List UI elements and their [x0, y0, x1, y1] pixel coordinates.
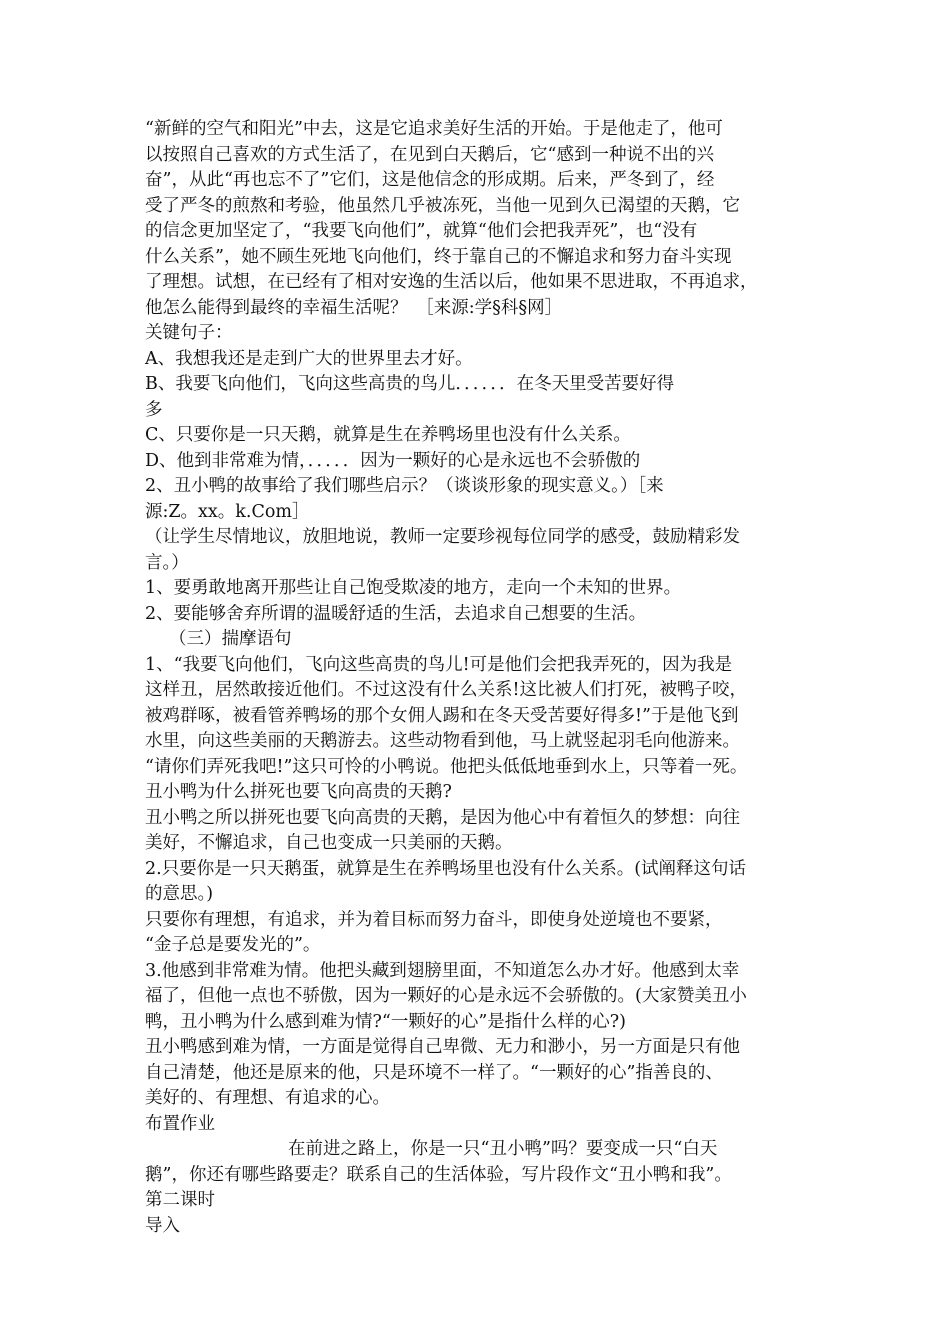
text-line: “新鲜的空气和阳光”中去，这是它追求美好生活的开始。于是他走了，他可	[145, 119, 723, 139]
text-line: 鹅”，你还有哪些路要走？联系自己的生活体验，写片段作文“丑小鸭和我”。	[145, 1164, 732, 1185]
text-line: 3.他感到非常难为情。他把头藏到翅膀里面，不知道怎么办才好。他感到太幸	[145, 960, 740, 981]
text-line: 他怎么能得到最终的幸福生活呢？ ［来源:学§科§网］	[145, 297, 563, 318]
text-line: 美好的、有理想、有追求的心。	[145, 1088, 390, 1108]
text-line: C、只要你是一只天鹅，就算是生在养鸭场里也没有什么关系。	[145, 425, 631, 445]
text-line: D、他到非常难为情，．．．．．因为一颗好的心是永远也不会骄傲的	[145, 450, 641, 471]
text-line: 被鸡群啄，被看管养鸭场的那个女佣人踢和在冬天受苦要好得多!”于是他飞到	[145, 705, 739, 726]
text-line: 丑小鸭之所以拼死也要飞向高贵的天鹅，是因为他心中有着恒久的梦想：向往	[145, 807, 740, 828]
text-line: 美好，不懈追求，自己也变成一只美丽的天鹅。	[145, 833, 513, 853]
text-line: 丑小鸭为什么拼死也要飞向高贵的天鹅?	[145, 782, 452, 802]
text-line: 以按照自己喜欢的方式生活了，在见到白天鹅后，它“感到一种说不出的兴	[145, 144, 714, 165]
text-line: 奋”，从此“再也忘不了”它们，这是他信念的形成期。后来，严冬到了，经	[145, 170, 715, 190]
text-line: 的信念更加坚定了，“我要飞向他们”，就算“他们会把我弄死”，也“没有	[145, 221, 698, 241]
text-line: 丑小鸭感到难为情，一方面是觉得自己卑微、无力和渺小，另一方面是只有他	[145, 1037, 740, 1057]
document-body	[145, 117, 825, 1239]
section-heading-intro: 导入	[145, 1215, 180, 1236]
text-line: （让学生尽情地议，放胆地说，教师一定要珍视每位同学的感受，鼓励精彩发	[145, 527, 740, 547]
text-line: “金子总是要发光的”。	[145, 935, 321, 955]
text-line: 的意思。)	[145, 884, 214, 904]
section-heading-savor-sentences: （三）揣摩语句	[169, 629, 292, 649]
text-line: B、我要飞向他们，飞向这些高贵的鸟儿．．．．．．在冬天里受苦要好得	[145, 374, 675, 394]
section-heading-key-sentences: 关键句子：	[145, 323, 233, 343]
text-line: 2、丑小鸭的故事给了我们哪些启示？（谈谈形象的现实意义。）［来	[145, 476, 664, 496]
text-line: “请你们弄死我吧!”这只可怜的小鸭说。他把头低低地垂到水上，只等着一死。	[145, 756, 748, 777]
section-heading-second-lesson: 第二课时	[145, 1190, 215, 1210]
text-line: 鸭，丑小鸭为什么感到难为情?“一颗好的心”是指什么样的心?)	[145, 1011, 626, 1032]
text-line: 受了严冬的煎熬和考验，他虽然几乎被冻死，当他一见到久已渴望的天鹅，它	[145, 195, 740, 216]
text-line: 1、要勇敢地离开那些让自己饱受欺凌的地方，走向一个未知的世界。	[145, 578, 682, 598]
text-line: 2.只要你是一只天鹅蛋，就算是生在养鸭场里也没有什么关系。(试阐释这句话	[145, 858, 747, 879]
text-line: 2、要能够舍弃所谓的温暖舒适的生活，去追求自己想要的生活。	[145, 603, 647, 624]
text-line: 只要你有理想，有追求，并为着目标而努力奋斗，即使身处逆境也不要紧，	[145, 909, 723, 930]
text-line: A、我想我还是走到广大的世界里去才好。	[145, 348, 473, 369]
text-line: 在前进之路上，你是一只“丑小鸭”吗？要变成一只“白天	[288, 1139, 718, 1159]
text-line: 这样丑，居然敢接近他们。不过这没有什么关系!这比被人们打死，被鸭子咬，	[145, 680, 748, 700]
text-line: 言。）	[145, 552, 189, 573]
text-line: 水里，向这些美丽的天鹅游去。这些动物看到他，马上就竖起羽毛向他游来。	[145, 731, 740, 751]
text-line: 福了，但他一点也不骄傲，因为一颗好的心是永远不会骄傲的。(大家赞美丑小	[145, 986, 747, 1006]
text-line: 自己清楚，他还是原来的他，只是环境不一样了。“一颗好的心”指善良的、	[145, 1062, 723, 1083]
text-line: 了理想。试想，在已经有了相对安逸的生活以后，他如果不思进取，不再追求，	[145, 272, 758, 292]
text-line: 多	[145, 399, 163, 420]
text-line: 源:Z。xx。k.Com］	[145, 501, 310, 522]
section-heading-homework: 布置作业	[145, 1113, 215, 1134]
text-line: 1、“我要飞向他们，飞向这些高贵的鸟儿!可是他们会把我弄死的，因为我是	[145, 654, 733, 675]
text-line: 什么关系”，她不顾生死地飞向他们，终于靠自己的不懈追求和努力奋斗实现	[145, 246, 732, 267]
